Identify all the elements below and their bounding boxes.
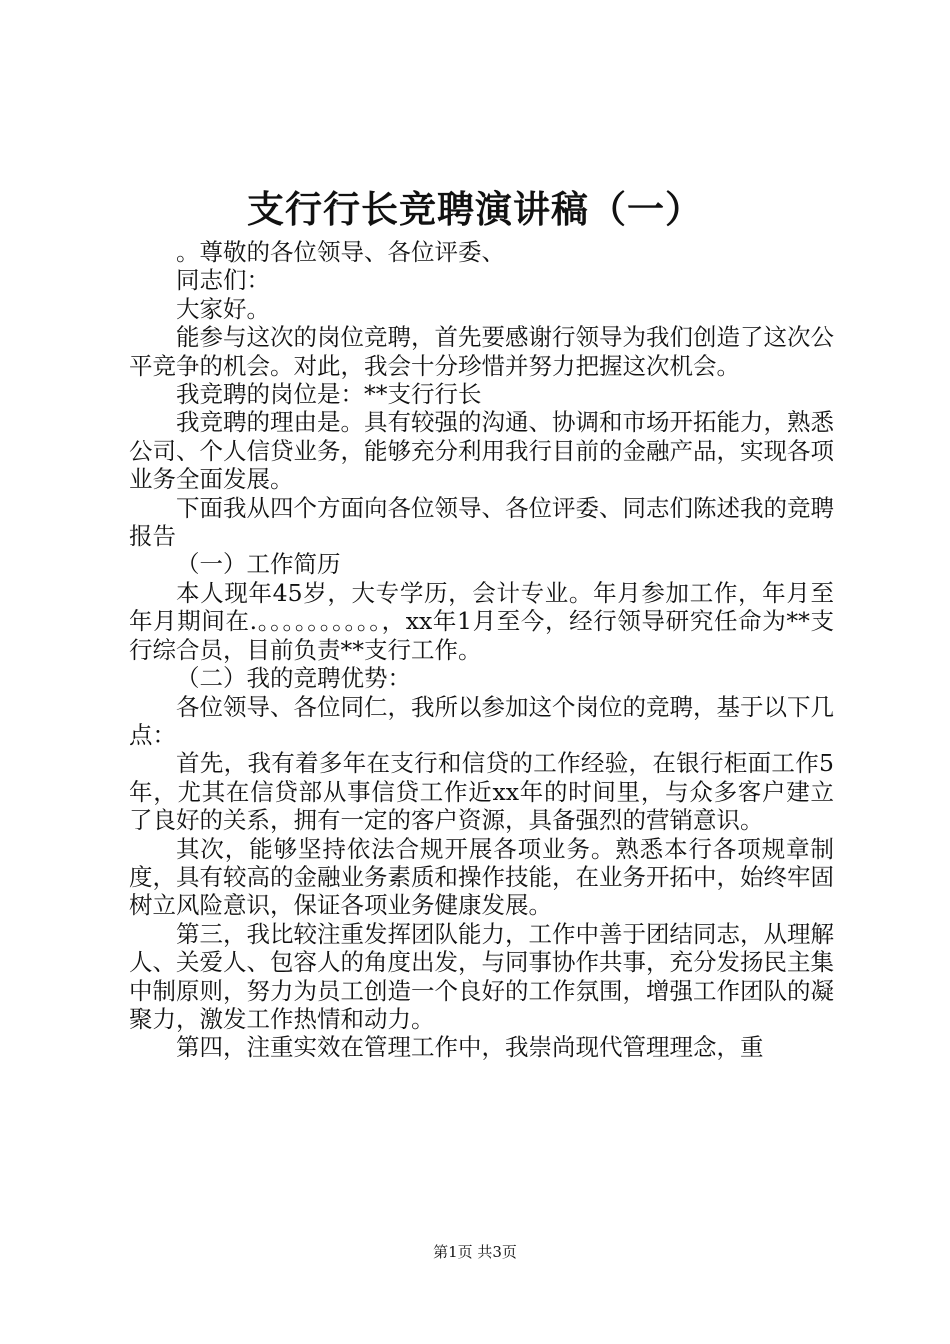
paragraph: 大家好。: [176, 294, 270, 323]
section-heading: （一）工作简历: [176, 550, 341, 579]
paragraph: 。尊敬的各位领导、各位评委、: [176, 238, 505, 266]
paragraph: 第四，注重实效在管理工作中，我崇尚现代管理理念，重: [176, 1033, 764, 1062]
paragraph: 各位领导、各位同仁，我所以参加这个岗位的竞聘，基于以下几点：: [129, 692, 834, 749]
paragraph: 本人现年45岁，大专学历，会计专业。年月参加工作，年月至年月期间在.。。。。。。。。。。，xx年1月至今，经行领导研究任命为**支行综合员，目前负责**支行工作。: [129, 578, 834, 664]
paragraph: 首先，我有着多年在支行和信贷的工作经验，在银行柜面工作5年，尤其在信贷部从事信贷工作近xx年的时间里，与众多客户建立了良好的关系，拥有一定的客户资源，具备强烈的营销意识。: [129, 749, 834, 835]
paragraph: 下面我从四个方面向各位领导、各位评委、同志们陈述我的竞聘报告: [129, 493, 834, 551]
document-body: [129, 238, 834, 1062]
paragraph: 能参与这次的岗位竞聘，首先要感谢行领导为我们创造了这次公平竞争的机会。对此，我会十分珍惜并努力把握这次机会。: [129, 323, 834, 380]
paragraph: 其次，能够坚持依法合规开展各项业务。熟悉本行各项规章制度，具有较高的金融业务素质和操作技能，在业务开拓中，始终牢固树立风险意识，保证各项业务健康发展。: [129, 834, 834, 920]
paragraph: 第三，我比较注重发挥团队能力，工作中善于团结同志，从理解人、关爱人、包容人的角度出发，与同事协作共事，充分发扬民主集中制原则，努力为员工创造一个良好的工作氛围，增强工作团队的凝聚力，激发工作热情和动力。: [129, 919, 834, 1033]
paragraph: 我竞聘的理由是。具有较强的沟通、协调和市场开拓能力，熟悉公司、个人信贷业务，能够充分利用我行目前的金融产品，实现各项业务全面发展。: [129, 408, 834, 494]
document-title: 支行行长竞聘演讲稿（一）: [247, 187, 703, 231]
page-footer: 第1页 共3页: [433, 1243, 517, 1261]
paragraph: 同志们：: [176, 266, 270, 295]
section-heading: （二）我的竞聘优势：: [176, 664, 411, 693]
paragraph: 我竞聘的岗位是：**支行行长: [176, 380, 482, 409]
